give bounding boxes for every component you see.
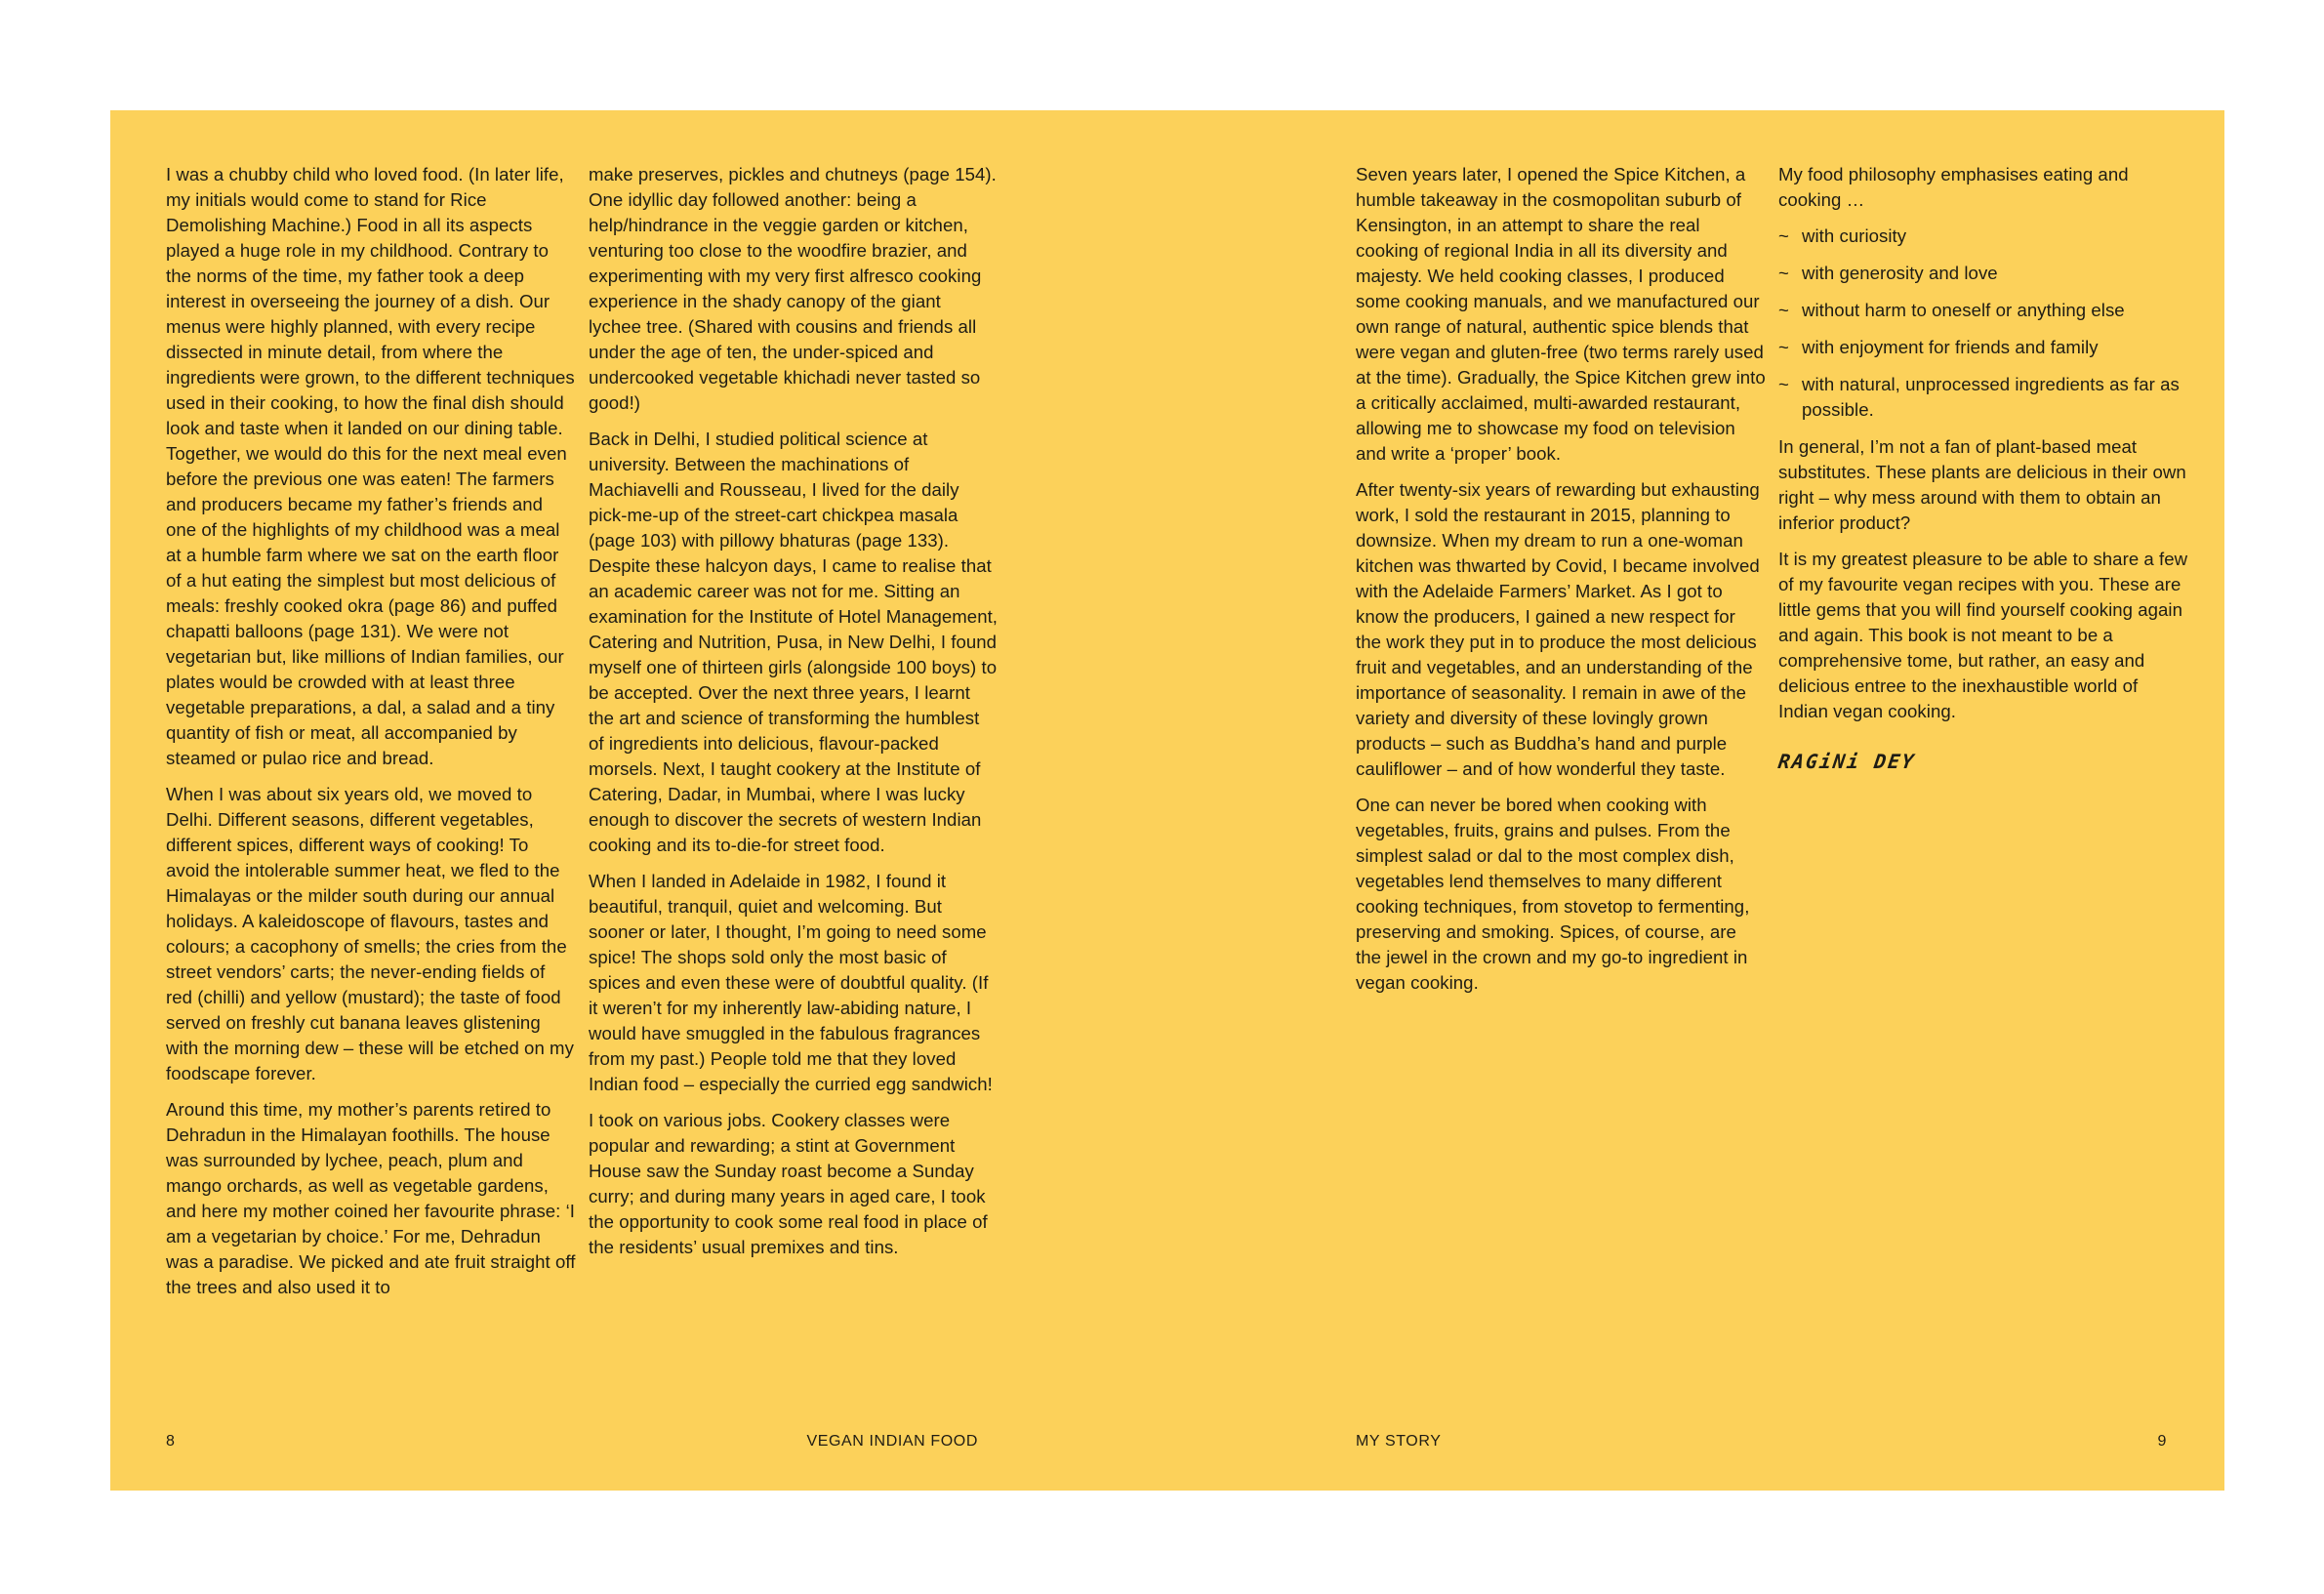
right-page-column-1	[1356, 162, 1766, 1006]
paragraph: After twenty-six years of rewarding but exhausting work, I sold the restaurant in 2015, planning to downsize. When my dream to run a one-woman kitchen was thwarted by Covid, I became involved with the Adelaide Farmers’ Market. As I got to know the producers, I gained a new respect for the work they put in to produce the most delicious fruit and vegetables, and an understanding of the importance of seasonality. I remain in awe of the variety and diversity of these lovingly grown products – such as Buddha’s hand and purple cauliflower – and of how wonderful they taste.	[1356, 479, 1760, 779]
paragraph: make preserves, pickles and chutneys (page 154). One idyllic day followed another: being a help/hindrance in the veggie garden or kitchen, venturing too close to the woodfire brazier, and experimenting with my very first alfresco cooking experience in the shady canopy of the giant lychee tree. (Shared with cousins and friends all under the age of ten, the under-spiced and undercooked vegetable khichadi never tasted so good!)	[589, 164, 997, 413]
list-item: ~ without harm to oneself or anything else	[1778, 298, 2188, 323]
paragraph: Back in Delhi, I studied political science at university. Between the machinations of Machiavelli and Rousseau, I lived for the daily pick-me-up of the street-cart chickpea masala (page 103) with pillowy bhaturas (page 133). Despite these halcyon days, I came to realise that an academic career was not for me. Sitting an examination for the Institute of Hotel Management, Catering and Nutrition, Pusa, in New Delhi, I found myself one of thirteen girls (alongside 100 boys) to be accepted. Over the next three years, I learnt the art and science of transforming the humblest of ingredients into delicious, flavour-packed morsels. Next, I taught cookery at the Institute of Catering, Dadar, in Mumbai, where I was lucky enough to discover the secrets of western Indian cooking and its to-die-for street food.	[589, 429, 999, 855]
list-item: ~ with curiosity	[1778, 224, 2188, 249]
paragraph: Seven years later, I opened the Spice Kitchen, a humble takeaway in the cosmopolitan suburb of Kensington, in an attempt to share the real cooking of regional India in all its diversity and majesty. We held cooking classes, I produced some cooking manuals, and we manufactured our own range of natural, authentic spice blends that were vegan and gluten-free (two terms rarely used at the time). Gradually, the Spice Kitchen grew into a critically acclaimed, multi-awarded restaurant, allowing me to showcase my food on television and write a ‘proper’ book.	[1356, 164, 1766, 464]
tilde-bullet-icon: ~	[1778, 374, 1789, 394]
right-page-column-2	[1778, 162, 2188, 775]
page-number-right: 9	[2157, 1433, 2167, 1450]
paragraph: I took on various jobs. Cookery classes were popular and rewarding; a stint at Government House saw the Sunday roast become a Sunday curry; and during many years in aged care, I took the opportunity to cook some real food in place of the residents’ usual premixes and tins.	[589, 1110, 988, 1257]
running-title-right: MY STORY	[1356, 1433, 1442, 1450]
tilde-bullet-icon: ~	[1778, 225, 1789, 246]
tilde-bullet-icon: ~	[1778, 263, 1789, 283]
philosophy-intro: My food philosophy emphasises eating and cooking …	[1778, 164, 2129, 210]
paragraph: It is my greatest pleasure to be able to share a few of my favourite vegan recipes with you. These are little gems that you will find yourself cooking again and again. This book is not meant to be a comprehensive tome, but rather, an easy and delicious entree to the inexhaustible world of Indian vegan cooking.	[1778, 549, 2188, 721]
author-signature: RAGiNi DEY	[1776, 750, 1918, 773]
tilde-bullet-icon: ~	[1778, 300, 1789, 320]
list-item: ~ with enjoyment for friends and family	[1778, 335, 2188, 360]
left-page-column-1	[166, 162, 576, 1311]
paragraph: When I landed in Adelaide in 1982, I found it beautiful, tranquil, quiet and welcoming. But sooner or later, I thought, I’m going to need some spice! The shops sold only the most basic of spices and even these were of doubtful quality. (If it weren’t for my inherently law-abiding nature, I would have smuggled in the fabulous fragrances from my past.) People told me that they loved Indian food – especially the curried egg sandwich!	[589, 871, 993, 1094]
running-title-left: VEGAN INDIAN FOOD	[806, 1433, 978, 1450]
paragraph: I was a chubby child who loved food. (In later life, my initials would come to stand for Rice Demolishing Machine.) Food in all its aspects played a huge role in my childhood. Contrary to the norms of the time, my father took a deep interest in overseeing the journey of a dish. Our menus were highly planned, with every recipe dissected in minute detail, from where the ingredients were grown, to the different techniques used in their cooking, to how the final dish should look and taste when it landed on our dining table. Together, we would do this for the next meal even before the previous one was eaten! The farmers and producers became my father’s friends and one of the highlights of my childhood was a meal at a humble farm where we sat on the earth floor of a hut eating the simplest but most delicious of meals: freshly cooked okra (page 86) and puffed chapatti balloons (page 131). We were not vegetarian but, like millions of Indian families, our plates would be crowded with at least three vegetable preparations, a dal, a salad and a tiny quantity of fish or meat, all accompanied by steamed or pulao rice and bread.	[166, 164, 575, 768]
philosophy-list	[1778, 224, 2188, 423]
list-item: ~ with natural, unprocessed ingredients as far as possible.	[1778, 374, 2180, 420]
paragraph: Around this time, my mother’s parents retired to Dehradun in the Himalayan foothills. The house was surrounded by lychee, peach, plum and mango orchards, as well as vegetable gardens, and here my mother coined her favourite phrase: ‘I am a vegetarian by choice.’ For me, Dehradun was a paradise. We picked and ate fruit straight off the trees and also used it to	[166, 1099, 576, 1297]
paragraph: In general, I’m not a fan of plant-based meat substitutes. These plants are delicious in their own right – why mess around with them to obtain an inferior product?	[1778, 436, 2186, 533]
paragraph: When I was about six years old, we moved to Delhi. Different seasons, different vegetables, different spices, different ways of cooking! To avoid the intolerable summer heat, we fled to the Himalayas or the milder south during our annual holidays. A kaleidoscope of flavours, tastes and colours; a cacophony of smells; the cries from the street vendors’ carts; the never-ending fields of red (chilli) and yellow (mustard); the taste of food served on freshly cut banana leaves glistening with the morning dew – these will be etched on my foodscape forever.	[166, 784, 574, 1083]
paragraph: One can never be bored when cooking with vegetables, fruits, grains and pulses. From the simplest salad or dal to the most complex dish, vegetables lend themselves to many different cooking techniques, from stovetop to fermenting, preserving and smoking. Spices, of course, are the jewel in the crown and my go-to ingredient in vegan cooking.	[1356, 795, 1750, 993]
tilde-bullet-icon: ~	[1778, 337, 1789, 357]
page-number-left: 8	[166, 1433, 176, 1450]
list-item: ~ with generosity and love	[1778, 261, 2188, 286]
left-page-column-2	[589, 162, 999, 1271]
